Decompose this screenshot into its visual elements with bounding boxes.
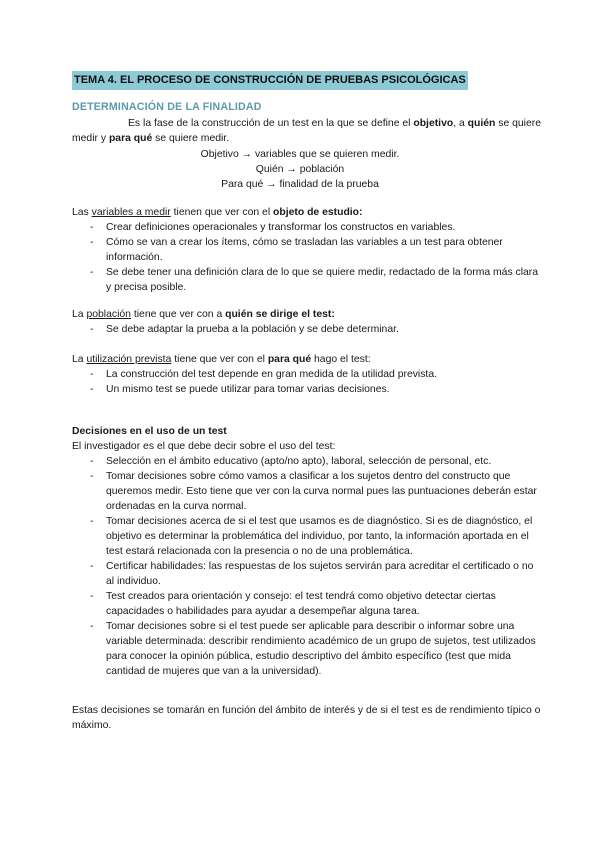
centered-line-quien: Quién → población	[255, 164, 345, 175]
list-item: - Tomar decisiones acerca de si el test que usamos es de diagnóstico. Si es de diagnóstico, el objetivo es determinar la problemática del individuo, por tanto, la información aportada en el test estará relacionada con la presencia o no de una problemática.	[72, 514, 542, 559]
section-heading-finalidad: DETERMINACIÓN DE LA FINALIDAD	[72, 101, 262, 113]
variables-list	[72, 220, 542, 295]
list-item: - Tomar decisiones sobre si el test puede ser aplicable para describir o informar sobre una variable determinada: describir rendimiento académico de un grupo de sujetos, test utilizados para conocer la opinión pública, estudio descriptivo del ámbito específico (test que mida cantidad de mujeres que van a la universidad).	[72, 619, 542, 679]
decisiones-heading: Decisiones en el uso de un test	[72, 426, 227, 437]
list-item: - Cómo se van a crear los ítems, cómo se trasladan las variables a un test para obtener información.	[72, 235, 542, 265]
utilizacion-list	[72, 367, 542, 397]
list-item: - La construcción del test depende en gran medida de la utilidad prevista.	[72, 367, 542, 382]
poblacion-list	[72, 322, 542, 337]
centered-line-objetivo: Objetivo → variables que se quieren medir.	[200, 149, 400, 160]
page-title: TEMA 4. EL PROCESO DE CONSTRUCCIÓN DE PRUEBAS PSICOLÓGICAS	[72, 71, 468, 90]
list-item: - Se debe adaptar la prueba a la población y se debe determinar.	[72, 322, 542, 337]
list-item: - Test creados para orientación y consejo: el test tendrá como objetivo detectar ciertas capacidades o habilidades para ayudar a desempeñar alguna tarea.	[72, 589, 542, 619]
poblacion-paragraph: La población tiene que ver con a quién se dirige el test:	[72, 309, 335, 320]
list-item: - Un mismo test se puede utilizar para tomar varias decisiones.	[72, 382, 542, 397]
list-item: - Crear definiciones operacionales y transformar los constructos en variables.	[72, 220, 542, 235]
list-item: - Certificar habilidades: las respuestas de los sujetos servirán para acreditar el certificado o no al individuo.	[72, 559, 542, 589]
closing-paragraph: Estas decisiones se tomarán en función del ámbito de interés y de si el test es de rendimiento típico o máximo.	[72, 705, 541, 731]
decisiones-list	[72, 454, 542, 679]
intro-paragraph: Es la fase de la construcción de un test en la que se define el objetivo, a quién se quiere medir y para qué se quiere medir.	[72, 118, 542, 144]
centered-line-para-que: Para qué → finalidad de la prueba	[221, 179, 379, 190]
list-item: - Tomar decisiones sobre cómo vamos a clasificar a los sujetos dentro del constructo que queremos medir. Esto tiene que ver con la curva normal pues las puntuaciones deberán estar ordenadas en la curva normal.	[72, 469, 542, 514]
list-item: - Selección en el ámbito educativo (apto/no apto), laboral, selección de personal, etc.	[72, 454, 542, 469]
variables-paragraph: Las variables a medir tienen que ver con el objeto de estudio:	[72, 207, 363, 218]
decisiones-intro: El investigador es el que debe decir sobre el uso del test:	[72, 441, 336, 452]
utilizacion-paragraph: La utilización prevista tiene que ver con el para qué hago el test:	[72, 354, 371, 365]
list-item: - Se debe tener una definición clara de lo que se quiere medir, redactado de la forma más clara y precisa posible.	[72, 265, 542, 295]
